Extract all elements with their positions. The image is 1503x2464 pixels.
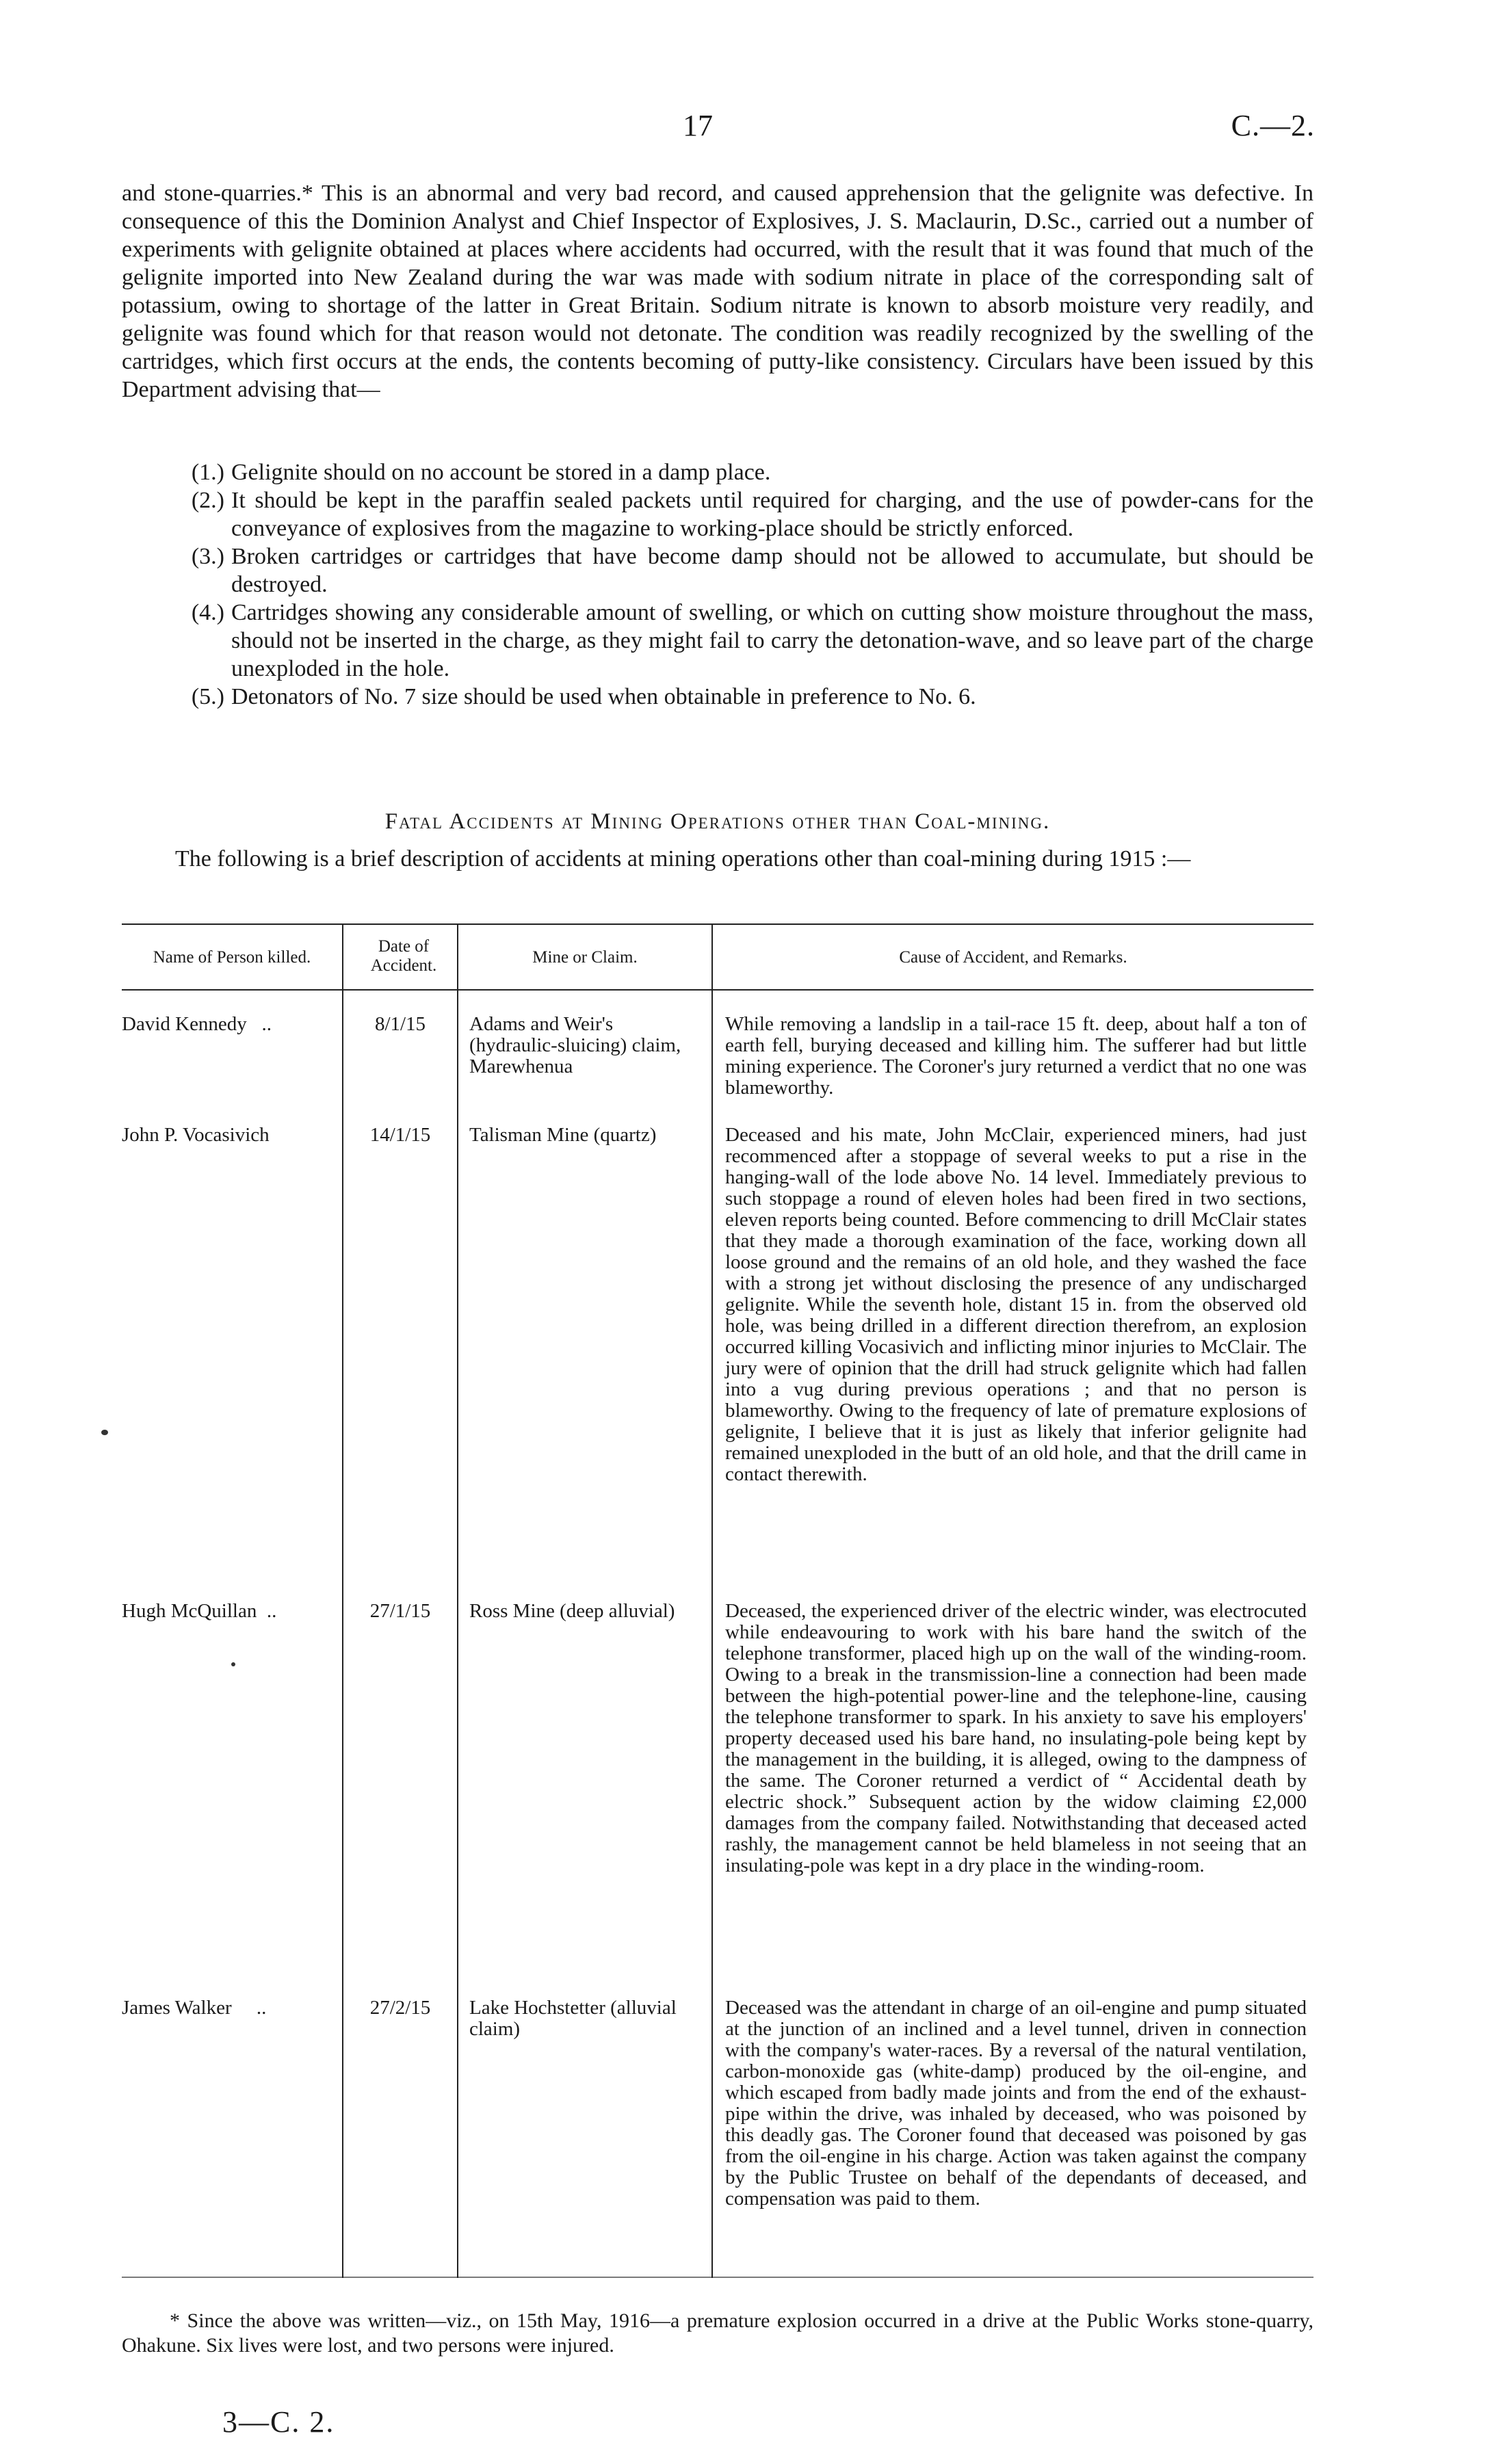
section-lead: The following is a brief description of accidents at mining operations other than coal-mining during 1915 :—	[175, 846, 1191, 871]
table-cell-mine: Ross Mine (deep alluvial)	[469, 1600, 675, 1622]
table-cell-name: Hugh McQuillan ..	[122, 1600, 277, 1622]
header-cause: Cause of Accident, and Remarks.	[899, 948, 1127, 967]
list-item	[122, 458, 1314, 486]
table-cell-date: 14/1/15	[369, 1124, 431, 1146]
table-top-rule	[122, 923, 1314, 925]
list-item	[122, 542, 1314, 599]
table-header-rule	[122, 989, 1314, 991]
list-text: Detonators of No. 7 size should be used when obtainable in preference to No. 6.	[231, 684, 976, 709]
list-number: (5.)	[191, 684, 224, 709]
print-speck	[231, 1662, 235, 1666]
list-text: It should be kept in the paraffin sealed packets until required for charging, and the use of powder-cans for the conveyance of explosives from the magazine to working-place should be strictly enforced.	[231, 488, 1314, 541]
list-number: (4.)	[191, 600, 224, 625]
table-cell-mine: Adams and Weir's (hydraulic-sluicing) claim, Marewhenua	[469, 1013, 681, 1077]
table-bottom-rule	[122, 2277, 1314, 2278]
accidents-table	[122, 917, 1314, 2278]
table-cell-cause: Deceased and his mate, John McClair, experienced miners, had just recommenced after a stoppage of several weeks to put a rise in the hanging-wall of the lode above No. 14 level. Immediately previous to such stoppage a round of eleven holes had been fired in two sections, eleven reports being counted. Before commencing to drill McClair states that they made a thorough examination of the face, working down all loose ground and the remains of an old hole, and they washed the face with a strong jet without disclosing the presence of any undischarged gelignite. While the seventh hole, distant 15 in. from the observed old hole, was being drilled in a different direction therefrom, an explosion occurred killing Vocasivich and inflicting minor injuries to McClair. The jury were of opinion that the drill had struck gelignite which had fallen into a vug during previous operations ; and that no person is blameworthy. Owing to the frequency of late of premature explosions of gelignite, I believe that it is just as likely that inferior gelignite had remained unexploded in the butt of an old hole, and that the drill came in contact therewith.	[725, 1124, 1307, 1485]
list-number: (2.)	[191, 488, 224, 513]
table-cell-date: 8/1/15	[374, 1013, 426, 1035]
print-speck	[101, 1430, 108, 1435]
list-item	[122, 683, 1314, 711]
header-date: Date of Accident.	[370, 937, 437, 975]
table-cell-name: John P. Vocasivich	[122, 1124, 270, 1146]
table-cell-mine: Talisman Mine (quartz)	[469, 1124, 657, 1146]
list-item	[122, 486, 1314, 542]
intro-paragraph: and stone-quarries.* This is an abnormal and very bad record, and caused apprehension that the gelignite was defective. In consequence of this the Dominion Analyst and Chief Inspector of Explosives, J. S. Maclaurin, D.Sc., carried out a number of experiments with gelignite obtained at places where accidents had occurred, with the result that it was found that much of the gelignite imported into New Zealand during the war was made with sodium nitrate in place of the corresponding salt of potassium, owing to shortage of the latter in Great Britain. Sodium nitrate is known to absorb moisture very readily, and gelignite was found which for that reason would not detonate. The condition was readily recognized by the swelling of the cartridges, which first occurs at the ends, the contents becoming of putty-like consistency. Circulars have been issued by this Department advising that—	[122, 181, 1314, 402]
section-heading: Fatal Accidents at Mining Operations other than Coal-mining.	[384, 809, 1051, 834]
table-cell-date: 27/1/15	[369, 1600, 431, 1622]
table-cell-mine: Lake Hochstetter (alluvial claim)	[469, 1997, 677, 2040]
page-number: 17	[683, 109, 713, 142]
list-number: (1.)	[191, 460, 224, 485]
table-cell-date: 27/2/15	[369, 1997, 431, 2019]
page-reference: C.—2.	[1231, 109, 1315, 142]
table-cell-cause: Deceased was the attendant in charge of an oil-engine and pump situated at the junction of an inclined and a level tunnel, driven in connection with the company's water-races. By a reversal of the natural ventilation, carbon-monoxide gas (white-damp) produced by the oil-engine, and which escaped from badly made joints and from the end of the exhaust-pipe within the drive, was inhaled by deceased, who was poisoned by this deadly gas. The Coroner found that deceased was poisoned by gas from the oil-engine in his charge. Action was taken against the company by the Public Trustee on behalf of the dependants of deceased, and compensation was paid to them.	[725, 1997, 1307, 2210]
table-cell-name: James Walker ..	[122, 1997, 267, 2019]
list-item	[122, 599, 1314, 683]
footnote: * Since the above was written—viz., on 15th May, 1916—a premature explosion occurred in a drive at the Public Works stone-quarry, Ohakune. Six lives were lost, and two persons were injured.	[122, 2309, 1314, 2357]
table-cell-cause: Deceased, the experienced driver of the electric winder, was electrocuted while endeavouring to work with his bare hand the switch of the telephone transformer, placed high up on the wall of the winding-room. Owing to a break in the transmission-line a connection had been made between the high-potential power-line and the telephone-line, causing the telephone transformer to spark. In his anxiety to save his employers' property deceased used his bare hand, no insulating-pole being kept by the management in the building, it is alleged, owing to the dampness of the same. The Coroner returned a verdict of “ Accidental death by electric shock.” Subsequent action by the widow claiming £2,000 damages from the company failed. Notwithstanding that deceased acted rashly, the management cannot be held blameless in not seeing that an insulating-pole was kept in a dry place in the winding-room.	[725, 1600, 1307, 1876]
table-cell-cause: While removing a landslip in a tail-race 15 ft. deep, about half a ton of earth fell, burying deceased and killing him. The sufferer had but little mining experience. The Coroner's jury returned a verdict that no one was blameworthy.	[725, 1013, 1307, 1099]
list-text: Gelignite should on no account be stored in a damp place.	[231, 460, 771, 485]
column-divider	[711, 923, 713, 2278]
advice-list	[122, 458, 1314, 711]
list-text: Broken cartridges or cartridges that have become damp should not be allowed to accumulate, but should be destroyed.	[231, 544, 1314, 597]
header-name: Name of Person killed.	[153, 948, 311, 967]
list-text: Cartridges showing any considerable amount of swelling, or which on cutting show moisture throughout the mass, should not be inserted in the charge, as they might fail to carry the detonation-wave, and so leave part of the charge unexploded in the hole.	[231, 600, 1314, 681]
list-number: (3.)	[191, 544, 224, 569]
table-cell-name: David Kennedy ..	[122, 1013, 272, 1035]
signature-mark: 3—C. 2.	[222, 2405, 335, 2439]
header-mine: Mine or Claim.	[532, 948, 638, 967]
